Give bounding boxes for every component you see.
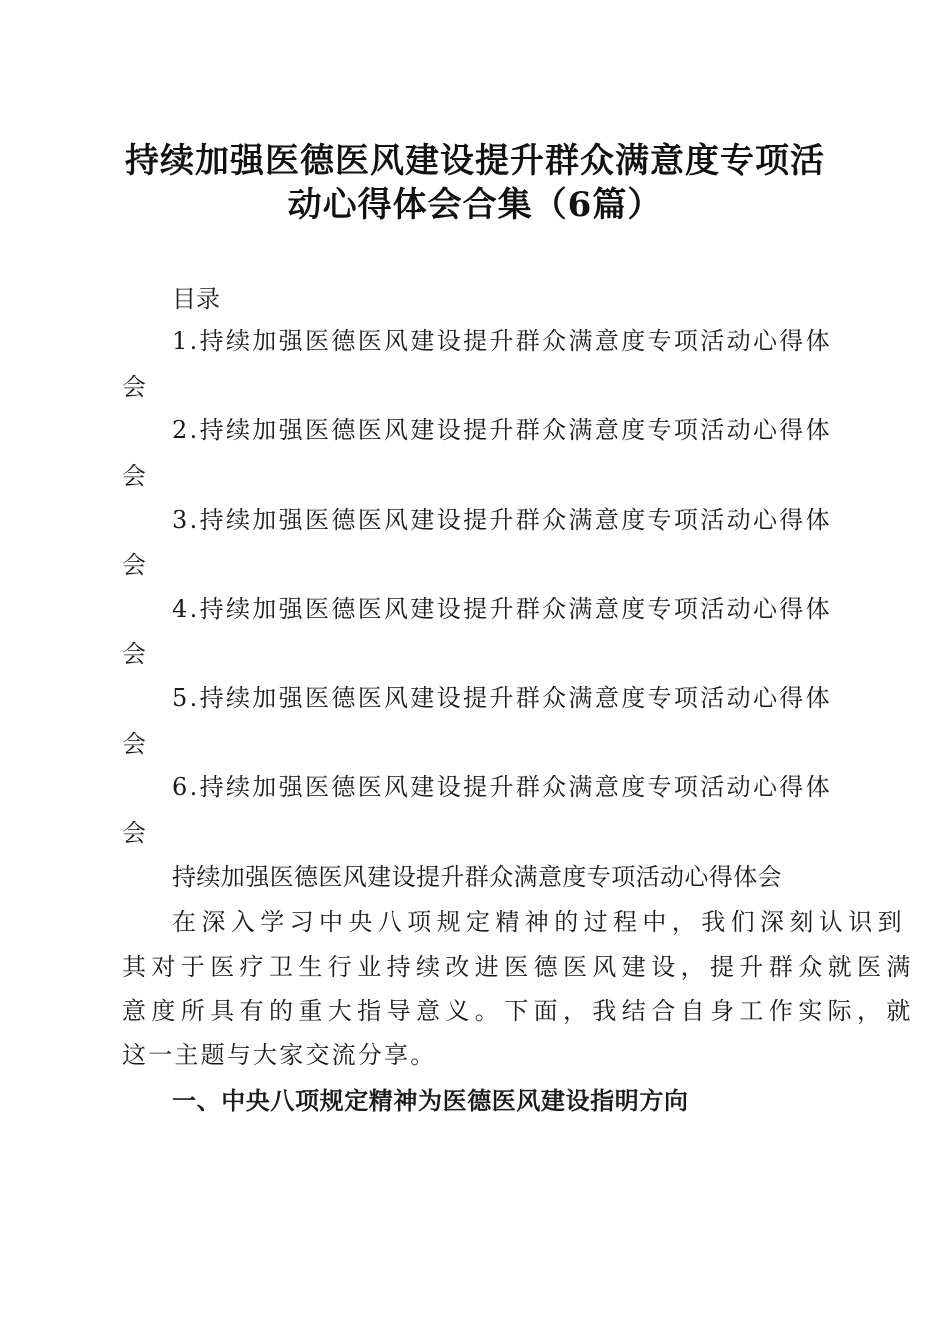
- document-title-line-1: 持续加强医德医风建设提升群众满意度专项活: [125, 141, 825, 181]
- toc-item-6-line-2: 会: [122, 819, 146, 847]
- toc-item-6-line-1: 6.持续加强医德医风建设提升群众满意度专项活动心得体: [172, 773, 832, 801]
- article-title: 持续加强医德医风建设提升群众满意度专项活动心得体会: [172, 863, 782, 891]
- paragraph-line-4: 这一主题与大家交流分享。: [122, 1041, 437, 1069]
- toc-item-4-line-1: 4.持续加强医德医风建设提升群众满意度专项活动心得体: [172, 595, 832, 623]
- toc-item-4-line-2: 会: [122, 640, 146, 668]
- toc-item-3-line-2: 会: [122, 551, 146, 579]
- toc-label: 目录: [172, 285, 220, 313]
- toc-item-2-line-1: 2.持续加强医德医风建设提升群众满意度专项活动心得体: [172, 416, 832, 444]
- paragraph-line-3: 意度所具有的重大指导意义。下面，我结合自身工作实际，就: [122, 997, 916, 1025]
- document-title-line-2: 动心得体会合集（6篇）: [287, 185, 663, 225]
- toc-item-5-line-2: 会: [122, 730, 146, 758]
- section-heading: 一、中央八项规定精神为医德医风建设指明方向: [172, 1087, 689, 1115]
- paragraph-line-1: 在深入学习中央八项规定精神的过程中，我们深刻认识到: [172, 908, 907, 936]
- toc-item-5-line-1: 5.持续加强医德医风建设提升群众满意度专项活动心得体: [172, 684, 832, 712]
- toc-item-1-line-1: 1.持续加强医德医风建设提升群众满意度专项活动心得体: [172, 327, 832, 355]
- toc-item-1-line-2: 会: [122, 373, 146, 401]
- toc-item-3-line-1: 3.持续加强医德医风建设提升群众满意度专项活动心得体: [172, 506, 832, 534]
- paragraph-line-2: 其对于医疗卫生行业持续改进医德医风建设，提升群众就医满: [122, 953, 916, 981]
- toc-item-2-line-2: 会: [122, 462, 146, 490]
